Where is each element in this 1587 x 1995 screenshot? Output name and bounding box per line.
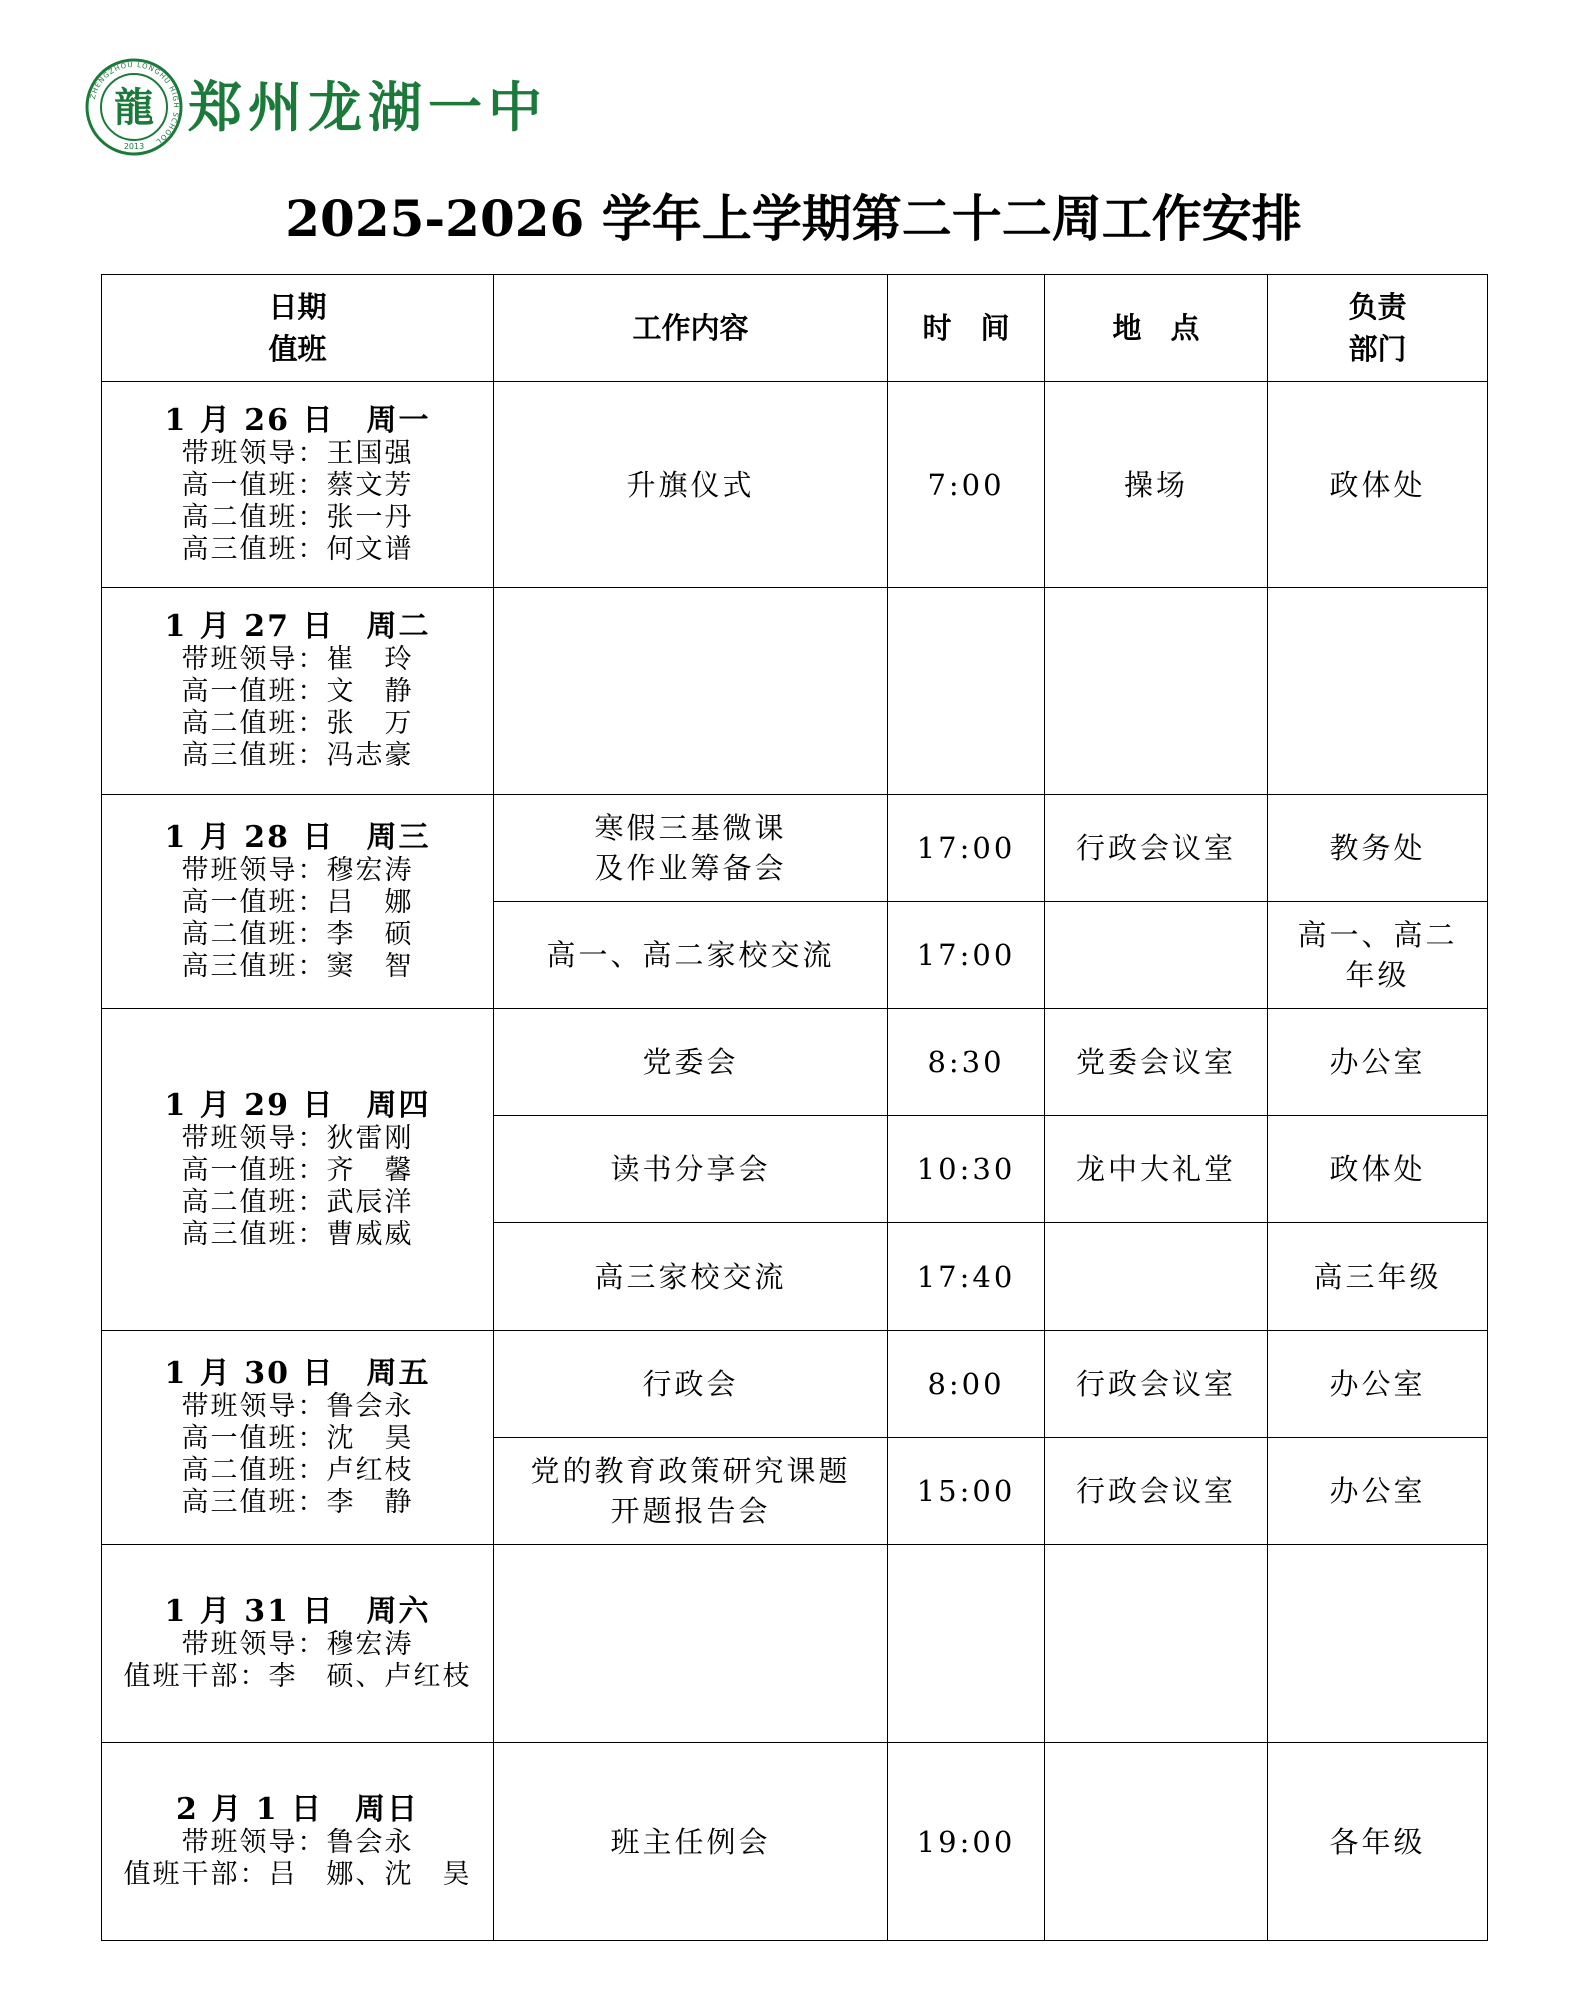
schedule-table <box>101 274 1488 1941</box>
duty-line: 高三值班：李 静 <box>181 1486 414 1518</box>
duty-line: 高一值班：蔡文芳 <box>181 469 414 501</box>
event-content-cell <box>494 795 888 902</box>
event-dept-cell <box>1268 1009 1488 1116</box>
event-dept: 政体处 <box>1329 1152 1426 1186</box>
event-place <box>1045 902 1268 1009</box>
svg-text:2013: 2013 <box>123 142 145 151</box>
duty-line: 高三值班：冯志豪 <box>181 740 414 771</box>
event-content-cell <box>494 1438 888 1545</box>
day-date: 1 月 26 日 周一 <box>164 402 431 438</box>
event-content-cell <box>494 1545 888 1743</box>
duty-line: 高一值班：吕 娜 <box>181 886 414 918</box>
day-date: 1 月 30 日 周五 <box>164 1355 431 1391</box>
header-content: 工作内容 <box>494 275 888 382</box>
date-duty-cell <box>102 1545 494 1743</box>
date-duty-cell <box>102 1009 494 1331</box>
duty-line: 高二值班：李 硕 <box>181 918 414 950</box>
event-place <box>1045 1223 1268 1331</box>
event-content-cell <box>494 588 888 795</box>
duty-line: 带班领导：鲁会永 <box>181 1826 414 1858</box>
svg-text:ZHENGZHOU LONGHU HIGH SCHOOL: ZHENGZHOU LONGHU HIGH SCHOOL <box>88 60 181 146</box>
event-time: 10:30 <box>888 1116 1045 1223</box>
date-duty-cell <box>102 382 494 588</box>
event-dept: 教务处 <box>1329 831 1426 865</box>
duty-line: 高一值班：齐 馨 <box>181 1154 414 1186</box>
table-row <box>102 1545 1488 1743</box>
event-dept-cell <box>1268 1438 1488 1545</box>
duty-line: 带班领导：穆宏涛 <box>181 854 414 886</box>
page-title: 2025-2026 学年上学期第二十二周工作安排 <box>285 189 1302 248</box>
event-dept: 年级 <box>1345 958 1410 992</box>
event-dept-cell <box>1268 1743 1488 1941</box>
event-place: 行政会议室 <box>1045 1438 1268 1545</box>
event-time: 7:00 <box>888 382 1045 588</box>
duty-line: 带班领导：狄雷刚 <box>181 1122 414 1154</box>
event-dept-cell <box>1268 1223 1488 1331</box>
schedule-body <box>102 382 1488 1941</box>
event-content: 高三家校交流 <box>594 1259 787 1294</box>
event-content: 及作业筹备会 <box>594 851 787 885</box>
event-time: 15:00 <box>888 1438 1045 1545</box>
event-content: 行政会 <box>642 1367 739 1401</box>
event-content: 党的教育政策研究课题 <box>530 1454 851 1488</box>
date-duty-cell <box>102 588 494 795</box>
event-time <box>888 1545 1045 1743</box>
date-duty-cell <box>102 795 494 1009</box>
duty-line: 高三值班：何文谱 <box>181 533 414 565</box>
event-dept-cell <box>1268 902 1488 1009</box>
duty-line: 高二值班：张 万 <box>181 708 414 739</box>
event-content: 高一、高二家校交流 <box>546 938 835 972</box>
event-place <box>1045 588 1268 795</box>
duty-line: 高二值班：卢红枝 <box>181 1454 414 1486</box>
event-content-cell <box>494 1223 888 1331</box>
event-dept: 政体处 <box>1329 467 1426 502</box>
event-content: 开题报告会 <box>610 1494 771 1528</box>
duty-line: 高三值班：窦 智 <box>181 950 414 982</box>
event-dept-cell <box>1268 795 1488 902</box>
event-dept: 高一、高二 <box>1297 918 1458 952</box>
event-content-cell <box>494 1116 888 1223</box>
event-time: 17:00 <box>888 795 1045 902</box>
event-dept-cell <box>1268 1331 1488 1438</box>
event-content: 班主任例会 <box>610 1824 771 1859</box>
event-dept: 高三年级 <box>1313 1259 1442 1294</box>
event-content-cell <box>494 1743 888 1941</box>
table-row <box>102 382 1488 588</box>
table-row <box>102 1331 1488 1438</box>
header-date-duty: 日期 值班 <box>102 275 494 382</box>
table-header-row <box>102 275 1488 382</box>
event-place <box>1045 1545 1268 1743</box>
svg-text:龍: 龍 <box>114 85 154 131</box>
event-place: 行政会议室 <box>1045 795 1268 902</box>
event-content: 党委会 <box>642 1045 739 1079</box>
event-dept: 办公室 <box>1329 1045 1426 1079</box>
event-dept-cell <box>1268 382 1488 588</box>
table-row <box>102 1009 1488 1116</box>
header-place: 地 点 <box>1045 275 1268 382</box>
event-content: 寒假三基微课 <box>594 811 787 845</box>
day-date: 2 月 1 日 周日 <box>175 1791 420 1827</box>
event-place <box>1045 1743 1268 1941</box>
duty-line: 带班领导：王国强 <box>181 437 414 469</box>
event-content-cell <box>494 1331 888 1438</box>
event-time: 8:00 <box>888 1331 1045 1438</box>
day-date: 1 月 29 日 周四 <box>164 1087 431 1123</box>
table-row <box>102 1743 1488 1941</box>
duty-line: 高一值班：沈 昊 <box>181 1422 414 1454</box>
event-place: 龙中大礼堂 <box>1045 1116 1268 1223</box>
event-time: 17:00 <box>888 902 1045 1009</box>
event-place: 党委会议室 <box>1045 1009 1268 1116</box>
event-content: 升旗仪式 <box>626 467 755 502</box>
duty-line: 值班干部：李 硕、卢红枝 <box>123 1660 472 1692</box>
duty-line: 值班干部：吕 娜、沈 昊 <box>123 1858 472 1890</box>
event-content-cell <box>494 382 888 588</box>
header-time: 时 间 <box>888 275 1045 382</box>
duty-line: 带班领导：崔 玲 <box>181 644 414 675</box>
event-time: 19:00 <box>888 1743 1045 1941</box>
day-date: 1 月 28 日 周三 <box>164 819 431 855</box>
school-name-wordmark: 郑州龙湖一中 <box>188 76 548 139</box>
date-duty-cell <box>102 1331 494 1545</box>
duty-line: 高三值班：曹威威 <box>181 1218 414 1250</box>
header-dept: 负责 部门 <box>1268 275 1488 382</box>
event-dept: 办公室 <box>1329 1367 1426 1401</box>
event-content: 读书分享会 <box>610 1152 771 1186</box>
event-dept-cell <box>1268 1545 1488 1743</box>
duty-line: 带班领导：鲁会永 <box>181 1390 414 1422</box>
day-date: 1 月 27 日 周二 <box>164 609 431 644</box>
event-dept-cell <box>1268 1116 1488 1223</box>
date-duty-cell <box>102 1743 494 1941</box>
event-content-cell <box>494 1009 888 1116</box>
event-time: 17:40 <box>888 1223 1045 1331</box>
event-time <box>888 588 1045 795</box>
table-row <box>102 795 1488 902</box>
school-emblem-logo <box>84 57 184 157</box>
event-content-cell <box>494 902 888 1009</box>
event-dept: 办公室 <box>1329 1474 1426 1508</box>
event-time: 8:30 <box>888 1009 1045 1116</box>
table-row <box>102 588 1488 795</box>
event-place: 操场 <box>1045 382 1268 588</box>
event-place: 行政会议室 <box>1045 1331 1268 1438</box>
event-dept-cell <box>1268 588 1488 795</box>
event-dept: 各年级 <box>1329 1824 1426 1859</box>
duty-line: 高二值班：张一丹 <box>181 501 414 533</box>
duty-line: 高二值班：武辰洋 <box>181 1186 414 1218</box>
duty-line: 带班领导：穆宏涛 <box>181 1628 414 1660</box>
day-date: 1 月 31 日 周六 <box>164 1593 431 1629</box>
duty-line: 高一值班：文 静 <box>181 676 414 707</box>
